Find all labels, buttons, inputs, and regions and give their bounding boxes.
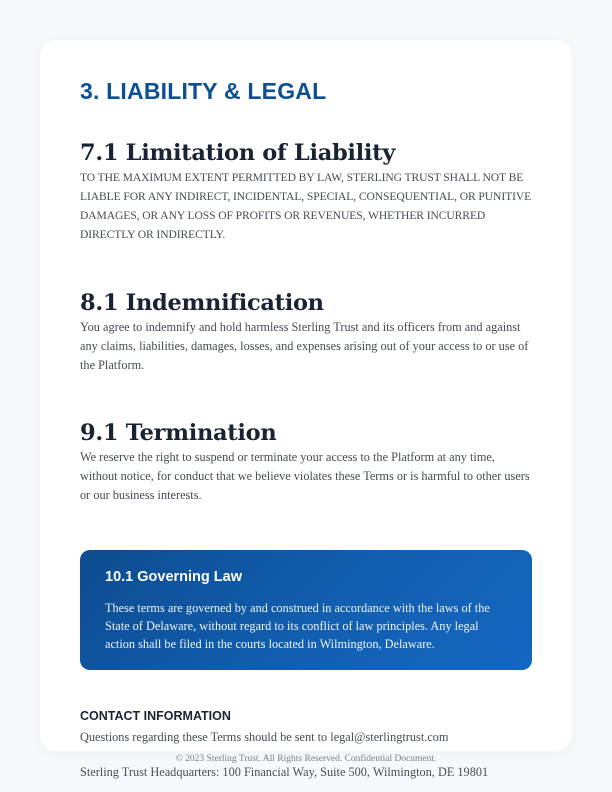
section-indemnification	[80, 288, 532, 375]
section-heading: 8.1 Indemnification	[80, 290, 324, 316]
section-heading: 7.1 Limitation of Liability	[80, 140, 396, 166]
contact-heading: CONTACT INFORMATION	[80, 709, 231, 723]
callout-body: These terms are governed by and construed in accordance with the laws of the State of Delaware, without regard to its conflict of law principles. Any legal action shall be filed in the courts located in Wilmington, Delaware.	[105, 601, 490, 651]
governing-law-callout	[80, 550, 532, 670]
section-heading: 9.1 Termination	[80, 420, 277, 446]
contact-text: Questions regarding these Terms should be sent to legal@sterlingtrust.com	[80, 730, 449, 744]
page-title: 3. LIABILITY & LEGAL	[80, 78, 327, 104]
section-body: We reserve the right to suspend or terminate your access to the Platform at any time, without notice, for conduct that we believe violates these Terms or is harmful to other users or our business interests.	[80, 450, 530, 502]
footer-address: Sterling Trust Headquarters: 100 Financial Way, Suite 500, Wilmington, DE 19801	[80, 765, 489, 779]
section-body: You agree to indemnify and hold harmless Sterling Trust and its officers from and against any claims, liabilities, damages, losses, and expenses arising out of your access to or use of the Platform.	[80, 320, 529, 372]
callout-heading: 10.1 Governing Law	[105, 569, 242, 585]
footer-copyright: © 2023 Sterling Trust. All Rights Reserved. Confidential Document.	[175, 754, 437, 764]
section-body: TO THE MAXIMUM EXTENT PERMITTED BY LAW, STERLING TRUST SHALL NOT BE LIABLE FOR ANY INDIRECT, INCIDENTAL, SPECIAL, CONSEQUENTIAL, OR PUNITIVE DAMAGES, OR ANY LOSS OF PROFITS OR REVENUES, WHETHER INCURRED DIRECTLY OR INDIRECTLY.	[80, 171, 532, 241]
section-limitation-of-liability	[80, 138, 532, 244]
section-termination	[80, 418, 532, 505]
